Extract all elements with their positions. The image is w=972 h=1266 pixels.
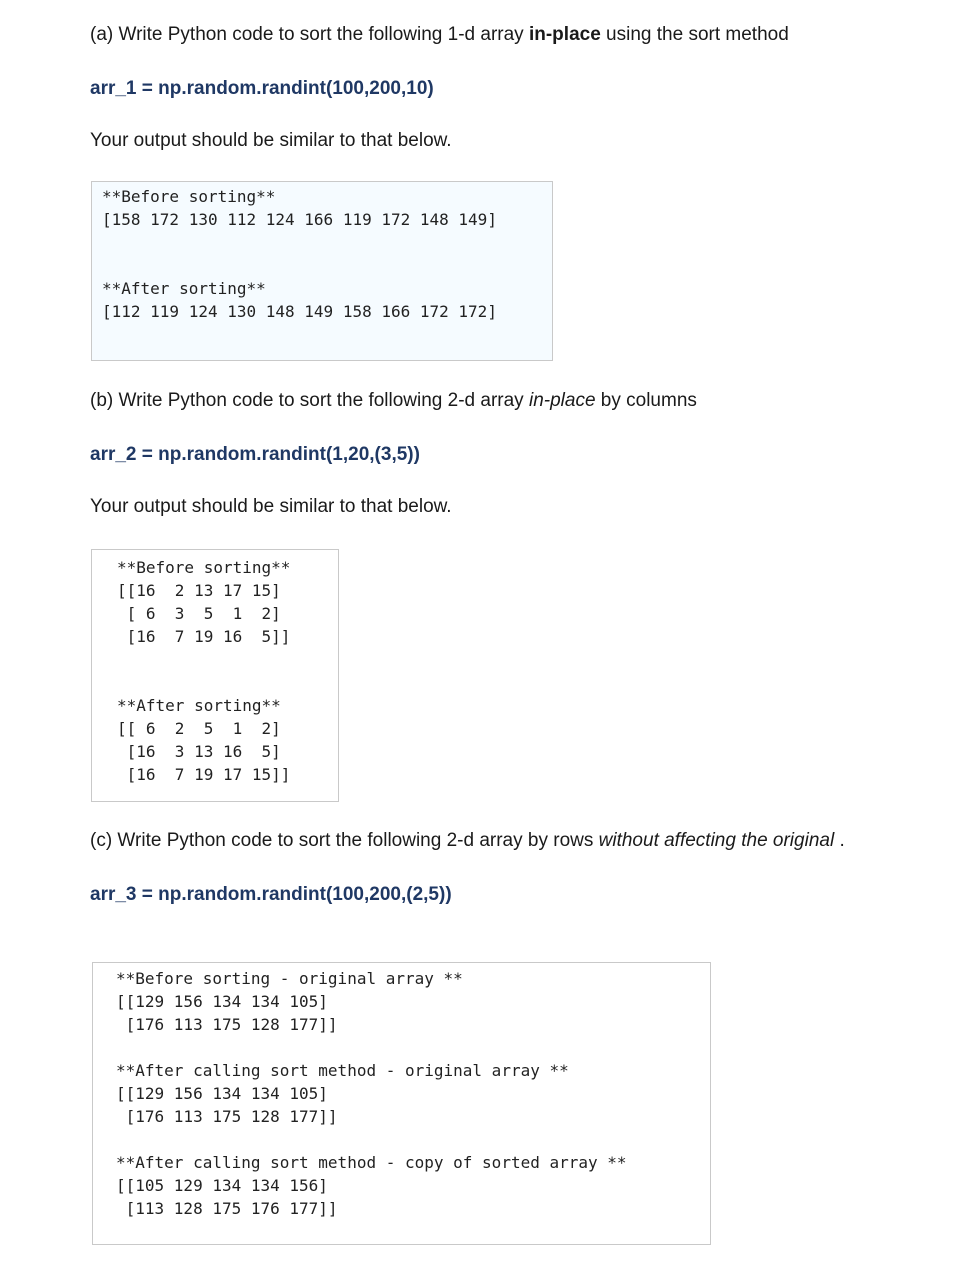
question-a-suffix: using the sort method [600,24,789,45]
question-c-italic: without affecting the original [598,830,835,851]
output-box-c: **Before sorting - original array ** [[129 156 134 134 105] [176 113 175 128 177]] **After calling sort method - original array ** [[129 156 134 134 105] [176 113 175 128 177]] **After calling sort method - copy of sorted array ** [[105 129 134 134 156] [113 128 175 176 177]] [92,962,711,1245]
output-box-a: **Before sorting** [158 172 130 112 124 166 119 172 148 149] **After sorting** [112 119 124 130 148 149 158 166 172 172] [91,181,553,361]
question-b-italic: in-place [528,390,596,411]
question-c-suffix: . [834,830,845,851]
question-b [90,389,697,413]
question-b-suffix: by columns [595,390,697,411]
question-b-prefix: (b) Write Python code to sort the following 2-d array [90,390,529,411]
question-a-bold: in-place [528,24,601,45]
code-arr-1: arr_1 = np.random.randint(100,200,10) [90,78,434,99]
code-arr-2: arr_2 = np.random.randint(1,20,(3,5)) [90,444,420,465]
question-a [90,23,789,47]
note-a: Your output should be similar to that below. [90,130,452,151]
question-c [90,829,845,853]
question-c-prefix: (c) Write Python code to sort the following 2-d array by rows [90,830,599,851]
code-arr-3: arr_3 = np.random.randint(100,200,(2,5)) [90,884,452,905]
question-a-prefix: (a) Write Python code to sort the following 1-d array [90,24,529,45]
note-b: Your output should be similar to that below. [90,496,452,517]
output-box-b: **Before sorting** [[16 2 13 17 15] [ 6 3 5 1 2] [16 7 19 16 5]] **After sorting** [[ 6 2 5 1 2] [16 3 13 16 5] [16 7 19 17 15]] [91,549,339,802]
